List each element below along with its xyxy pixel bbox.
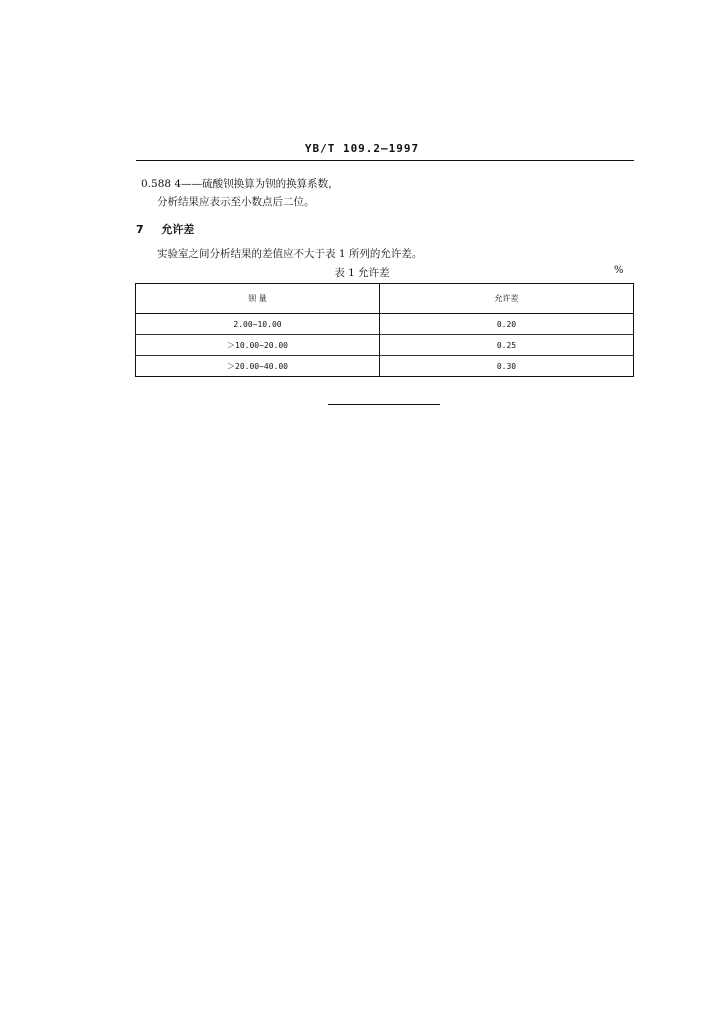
table-caption: 表 1 允许差 bbox=[334, 267, 390, 279]
range-cell: ＞10.00~20.00 bbox=[136, 335, 380, 356]
table-row bbox=[136, 356, 634, 377]
table-row bbox=[136, 314, 634, 335]
section-number: 7 bbox=[136, 223, 144, 236]
unit-label: % bbox=[614, 265, 624, 276]
section-title: 允许差 bbox=[161, 223, 195, 236]
formula-note: 0.588 4——硫酸钡换算为钡的换算系数， bbox=[141, 178, 339, 190]
tolerance-cell: 0.20 bbox=[380, 314, 634, 335]
tolerance-paragraph: 实验室之间分析结果的差值应不大于表 1 所列的允许差。 bbox=[157, 248, 423, 260]
table-row bbox=[136, 335, 634, 356]
tolerance-cell: 0.30 bbox=[496, 361, 517, 371]
header-tolerance: 允许差 bbox=[380, 284, 634, 314]
precision-note: 分析结果应表示至小数点后二位。 bbox=[157, 196, 315, 208]
standard-code: YB/T 109.2—1997 bbox=[304, 142, 420, 155]
end-of-standard-rule bbox=[328, 404, 440, 405]
tolerance-table bbox=[135, 283, 634, 377]
section-heading bbox=[136, 221, 194, 237]
header-barium-content: 钡 量 bbox=[136, 284, 380, 314]
header-rule bbox=[136, 160, 634, 161]
table-header-row bbox=[136, 284, 634, 314]
range-cell: 2.00~10.00 bbox=[136, 314, 380, 335]
range-cell: ＞20.00~40.00 bbox=[136, 356, 380, 377]
tolerance-cell: 0.25 bbox=[380, 335, 634, 356]
